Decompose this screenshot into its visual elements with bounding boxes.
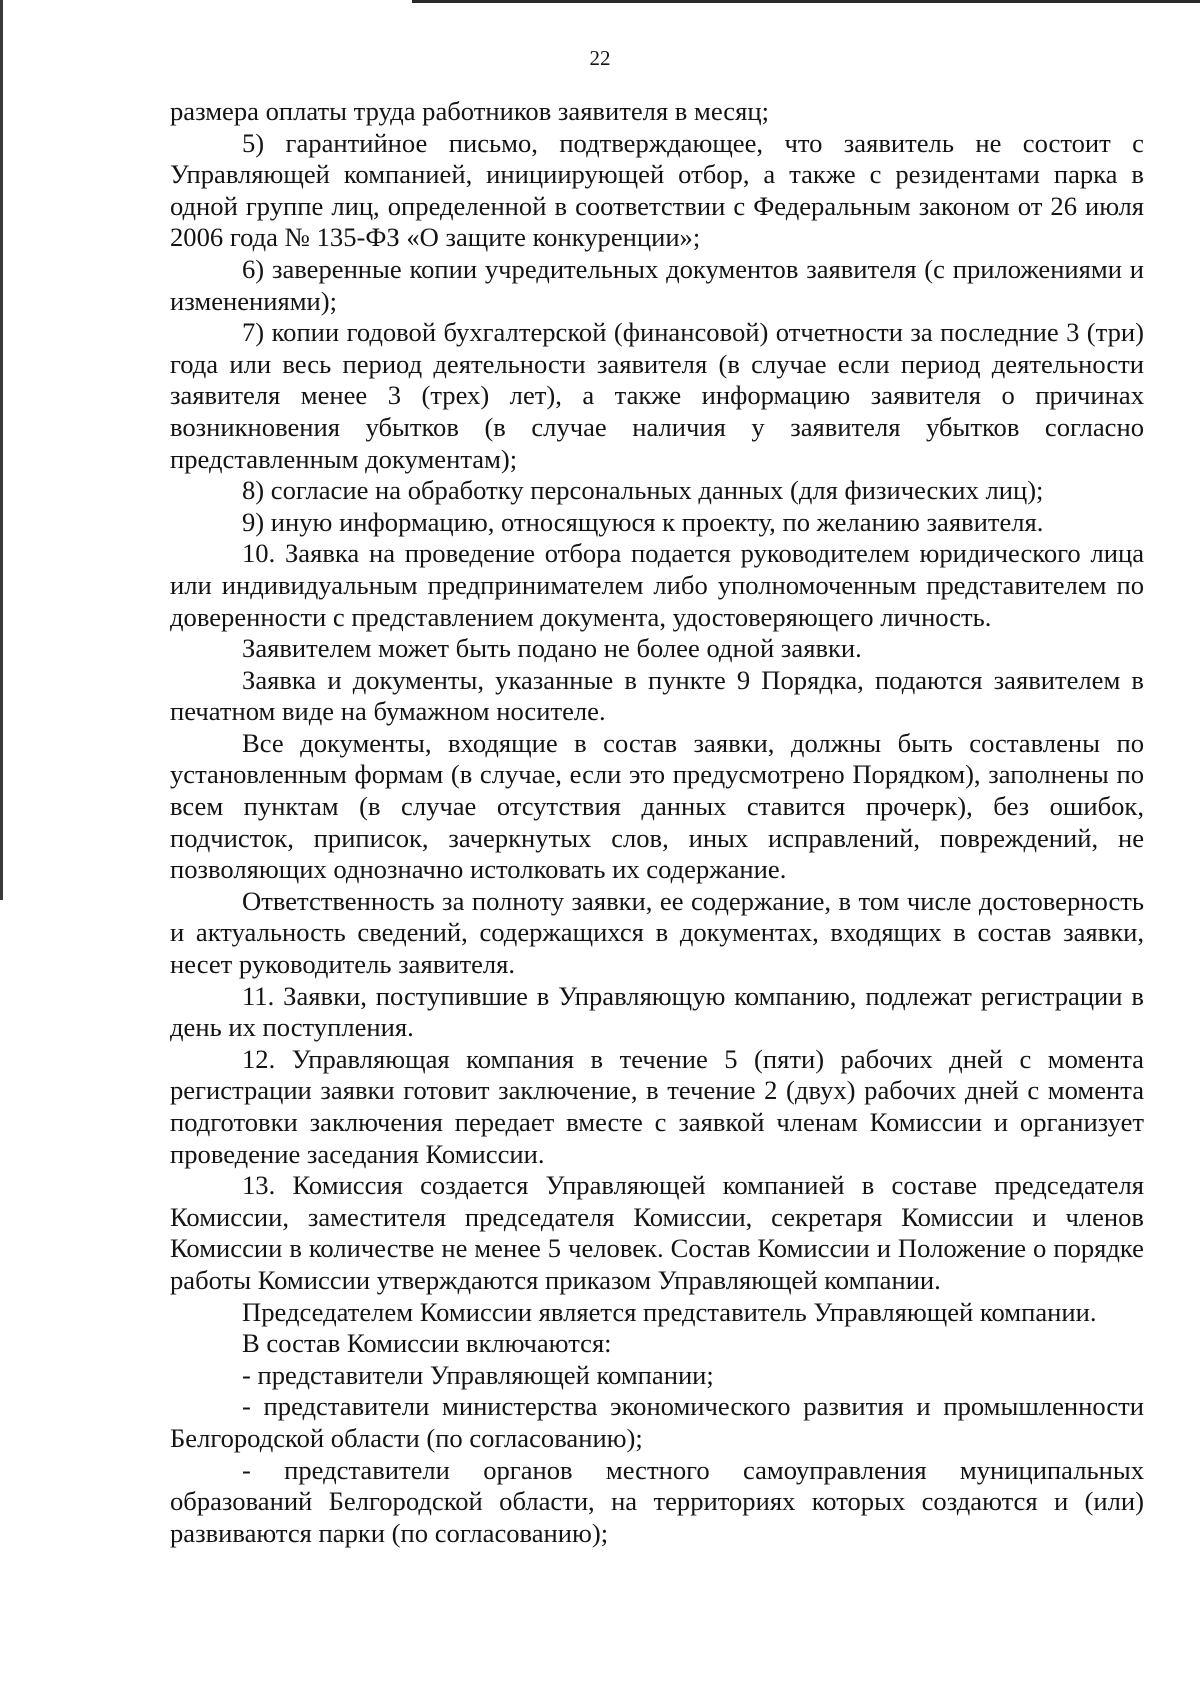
paragraph: - представители органов местного самоуправления муниципальных образований Белгородской области, на территориях которых создаются и (или) развиваются парки (по согласованию); [170, 1454, 1144, 1548]
paragraph: 9) иную информацию, относящуюся к проекту, по желанию заявителя. [242, 506, 1044, 537]
paragraph: 10. Заявка на проведение отбора подается руководителем юридического лица или индивидуальным предпринимателем либо уполномоченным представителем по доверенности с представлением документа, удостоверяющего личность. [170, 538, 1144, 632]
paragraph: Заявка и документы, указанные в пункте 9 Порядка, подаются заявителем в печатном виде на бумажном носителе. [170, 664, 1144, 727]
paragraph: 7) копии годовой бухгалтерской (финансовой) отчетности за последние 3 (три) года или весь период деятельности заявителя (в случае если период деятельности заявителя менее 3 (трех) лет), а также информацию заявителя о причинах возникновения убытков (в случае наличия у заявителя убытков согласно представленным документам); [170, 317, 1144, 474]
paragraph: 8) согласие на обработку персональных данных (для физических лиц); [242, 475, 1044, 506]
paragraph: Председателем Комиссии является представитель Управляющей компании. [242, 1296, 1097, 1327]
paragraph: Заявителем может быть подано не более одной заявки. [242, 633, 862, 664]
paragraph: Ответственность за полноту заявки, ее содержание, в том числе достоверность и актуальность сведений, содержащихся в документах, входящих в состав заявки, несет руководитель заявителя. [170, 885, 1144, 980]
document-body [170, 96, 1144, 1549]
paragraph: 5) гарантийное письмо, подтверждающее, что заявитель не состоит с Управляющей компанией, инициирующей отбор, а также с резидентами парка в одной группе лиц, определенной в соответствии с Федеральным законом от 26 июля 2006 года № 135-ФЗ «О защите конкуренции»; [170, 127, 1144, 253]
paragraph: 13. Комиссия создается Управляющей компанией в составе председателя Комиссии, заместителя председателя Комиссии, секретаря Комиссии и членов Комиссии в количестве не менее 5 человек. Состав Комиссии и Положение о порядке работы Комиссии утверждаются приказом Управляющей компании. [170, 1170, 1144, 1295]
paragraph: В состав Комиссии включаются: [242, 1328, 612, 1359]
paragraph: размера оплаты труда работников заявителя в месяц; [170, 96, 769, 126]
paragraph: - представители министерства экономического развития и промышленности Белгородской области (по согласованию); [170, 1391, 1144, 1453]
scan-edge-left-line [0, 0, 3, 900]
paragraph: - представители Управляющей компании; [242, 1359, 714, 1390]
paragraph: 12. Управляющая компания в течение 5 (пяти) рабочих дней с момента регистрации заявки готовит заключение, в течение 2 (двух) рабочих дней с момента подготовки заключения передает вместе с заявкой членам Комиссии и организует проведение заседания Комиссии. [170, 1043, 1144, 1169]
paragraph: Все документы, входящие в состав заявки, должны быть составлены по установленным формам (в случае, если это предусмотрено Порядком), заполнены по всем пунктам (в случае отсутствия данных ставится прочерк), без ошибок, подчисток, приписок, зачеркнутых слов, иных исправлений, повреждений, не позволяющих однозначно истолковать их содержание. [170, 727, 1144, 885]
scan-edge-top-line [412, 0, 1200, 3]
page-number: 22 [589, 46, 611, 70]
paragraph: 11. Заявки, поступившие в Управляющую компанию, подлежат регистрации в день их поступления. [170, 980, 1144, 1043]
paragraph: 6) заверенные копии учредительных документов заявителя (с приложениями и изменениями); [170, 253, 1144, 316]
